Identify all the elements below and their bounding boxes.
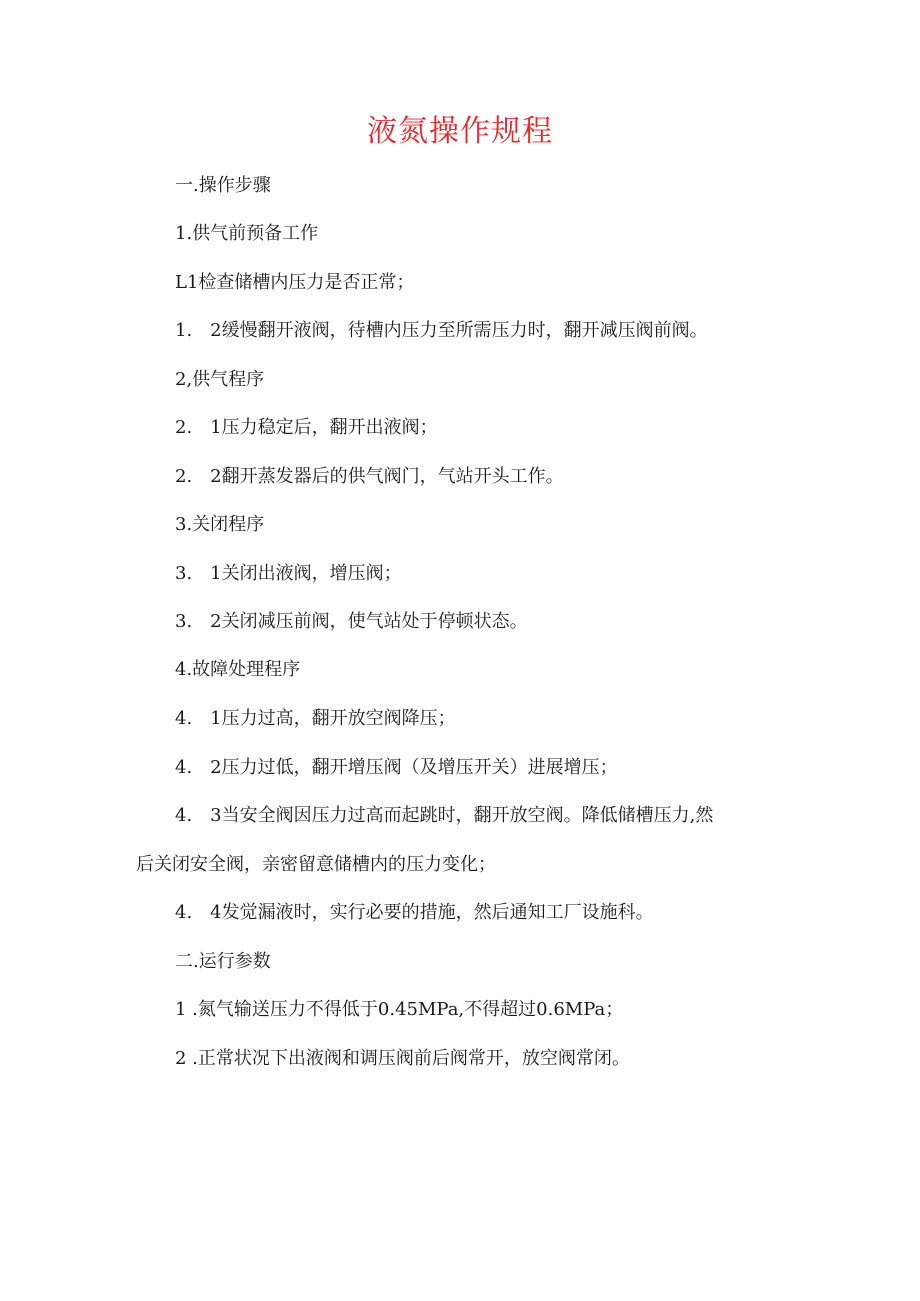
step-1-1: L1检查储槽内压力是否正常； [175,272,415,293]
subsection-heading-fault-handling: 4.故障处理程序 [175,659,301,680]
step-3-1: 3. 1关闭出液阀，增压阀； [175,563,402,584]
step-1-2: 1. 2缓慢翻开液阀，待槽内压力至所需压力时，翻开减压阀前阀。 [175,320,708,341]
document-title: 液氮操作规程 [367,114,553,149]
section-heading-operation-steps: 一.操作步骤 [175,175,271,196]
step-4-2: 4. 2压力过低，翻开增压阀（及增压开关）进展增压； [175,757,618,778]
step-4-1: 4. 1压力过高，翻开放空阀降压； [175,708,456,729]
step-3-2: 3. 2关闭减压前阀，使气站处于停顿状态。 [175,611,528,632]
subsection-heading-supply-procedure: 2,供气程序 [175,369,265,390]
step-4-4: 4. 4发觉漏液时，实行必要的措施，然后通知工厂设施科。 [175,902,654,923]
section-heading-operating-parameters: 二.运行参数 [175,951,271,972]
step-2-2: 2. 2翻开蒸发器后的供气阀门，气站开头工作。 [175,466,564,487]
step-4-3-continued: 后关闭安全阀，亲密留意储槽内的压力变化； [136,854,496,875]
step-2-1: 2. 1压力稳定后，翻开出液阀； [175,417,438,438]
parameter-2: 2 .正常状况下出液阀和调压阀前后阀常开，放空阀常闭。 [175,1048,630,1069]
subsection-heading-shutdown-procedure: 3.关闭程序 [175,514,265,535]
parameter-1: 1 .氮气输送压力不得低于0.45MPa,不得超过0.6MPa； [175,999,624,1020]
subsection-heading-preparation: 1.供气前预备工作 [175,223,319,244]
step-4-3: 4. 3当安全阀因压力过高而起跳时，翻开放空阀。降低储槽压力,然 [175,805,714,826]
